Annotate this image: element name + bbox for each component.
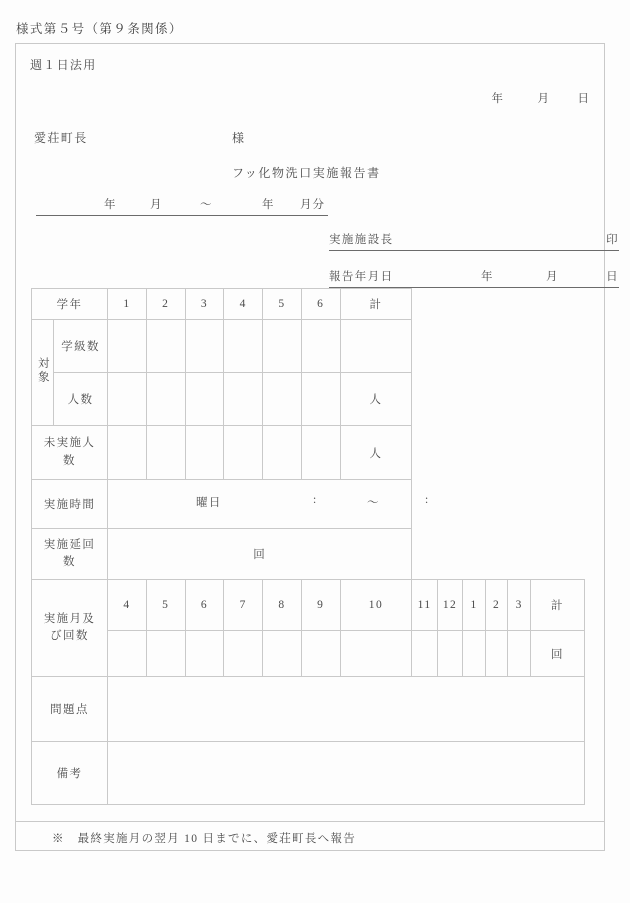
month-value-9[interactable] — [301, 631, 340, 677]
class-count-cell-2[interactable] — [146, 320, 185, 373]
facility-head-line — [329, 231, 619, 251]
total-sessions-label-line2: 数 — [63, 556, 76, 568]
total-sessions-label-line1: 実施延回 — [43, 538, 96, 551]
header-date-month: 月 — [537, 93, 550, 105]
month-value-3[interactable] — [508, 631, 531, 677]
month-value-1[interactable] — [463, 631, 486, 677]
people-count-cell-4[interactable] — [224, 373, 263, 426]
unimplemented-total-cell[interactable]: 人 — [340, 426, 412, 480]
unimplemented-label-line1: 未実施人 — [43, 437, 96, 450]
people-count-total-cell[interactable]: 人 — [340, 373, 412, 426]
month-value-12[interactable] — [437, 631, 463, 677]
class-count-cell-4[interactable] — [224, 320, 263, 373]
report-date-day: 日 — [606, 271, 619, 283]
unimplemented-cell-1[interactable] — [108, 426, 147, 480]
class-count-cell-1[interactable] — [108, 320, 147, 373]
month-value-7[interactable] — [224, 631, 263, 677]
problems-value-cell[interactable] — [108, 677, 585, 742]
unimplemented-cell-2[interactable] — [146, 426, 185, 480]
table-row-class-count — [32, 320, 585, 373]
table-row-month-values — [32, 631, 585, 677]
grade-col-total: 計 — [340, 289, 412, 320]
month-header-2: 2 — [485, 580, 508, 631]
period-year-1: 年 — [104, 199, 117, 211]
month-header-12: 12 — [437, 580, 463, 631]
people-count-cell-1[interactable] — [108, 373, 147, 426]
month-header-total: 計 — [530, 580, 584, 631]
table-row-unimplemented — [32, 426, 585, 480]
period-month-2: 月分 — [300, 199, 325, 211]
time-value-cell[interactable] — [108, 480, 430, 529]
header-date-line — [492, 90, 591, 106]
remarks-label: 備考 — [32, 742, 108, 805]
table-row-problems — [32, 677, 585, 742]
month-header-4: 4 — [108, 580, 147, 631]
people-count-cell-3[interactable] — [185, 373, 224, 426]
grade-header-label: 学年 — [32, 289, 108, 320]
month-header-11: 11 — [412, 580, 437, 631]
time-label: 実施時間 — [32, 480, 108, 529]
table-row-time — [32, 480, 585, 529]
grade-col-3: 3 — [185, 289, 224, 320]
total-sessions-value-cell[interactable]: 回 — [108, 529, 412, 580]
grade-col-5: 5 — [263, 289, 302, 320]
class-count-total-cell[interactable] — [340, 320, 412, 373]
form-number: 様式第５号（第９条関係） — [16, 22, 183, 36]
grade-col-6: 6 — [301, 289, 340, 320]
grade-col-1: 1 — [108, 289, 147, 320]
months-label — [32, 580, 108, 677]
footnote-text: ※ 最終実施月の翌月 10 日までに、愛荘町長へ報告 — [52, 833, 357, 845]
grade-col-2: 2 — [146, 289, 185, 320]
people-count-cell-5[interactable] — [263, 373, 302, 426]
header-date-day: 日 — [577, 93, 590, 105]
month-header-7: 7 — [224, 580, 263, 631]
usage-note: 週１日法用 — [30, 58, 97, 72]
table-row-people-count — [32, 373, 585, 426]
people-count-label: 人数 — [54, 373, 108, 426]
month-header-1: 1 — [463, 580, 486, 631]
period-month-1: 月 — [150, 199, 163, 211]
addressee-label: 愛荘町長 — [34, 131, 88, 145]
month-value-5[interactable] — [146, 631, 185, 677]
month-header-9: 9 — [301, 580, 340, 631]
facility-head-label: 実施施設長 — [329, 234, 394, 246]
period-line — [36, 196, 328, 216]
unimplemented-label-line2: 数 — [63, 454, 76, 467]
time-colon-end: : — [425, 494, 430, 506]
time-weekday: 曜日 — [196, 497, 222, 509]
class-count-label: 学級数 — [54, 320, 108, 373]
month-value-11[interactable] — [412, 631, 437, 677]
remarks-value-cell[interactable] — [108, 742, 585, 805]
class-count-cell-3[interactable] — [185, 320, 224, 373]
period-tilde: ～ — [200, 199, 213, 211]
honorific-label: 様 — [232, 131, 246, 145]
document-title: フッ化物洗口実施報告書 — [232, 166, 381, 180]
report-date-line — [329, 268, 619, 288]
month-value-2[interactable] — [485, 631, 508, 677]
months-label-line2: び回数 — [50, 630, 89, 642]
report-date-month: 月 — [546, 271, 559, 283]
months-label-line1: 実施月及 — [43, 612, 96, 625]
table-row-grade-header — [32, 289, 585, 320]
header-box — [15, 43, 619, 288]
period-year-2: 年 — [262, 199, 275, 211]
unimplemented-cell-5[interactable] — [263, 426, 302, 480]
month-value-4[interactable] — [108, 631, 147, 677]
month-header-10: 10 — [340, 580, 412, 631]
report-date-year: 年 — [481, 271, 494, 283]
grade-col-4: 4 — [224, 289, 263, 320]
table-row-remarks — [32, 742, 585, 805]
people-count-cell-6[interactable] — [301, 373, 340, 426]
target-vertical-label — [32, 320, 54, 426]
month-value-6[interactable] — [185, 631, 224, 677]
unimplemented-cell-6[interactable] — [301, 426, 340, 480]
page-right-rule — [604, 288, 605, 821]
time-colon-start: : — [313, 494, 318, 506]
class-count-cell-6[interactable] — [301, 320, 340, 373]
class-count-cell-5[interactable] — [263, 320, 302, 373]
unimplemented-cell-4[interactable] — [224, 426, 263, 480]
table-row-month-header — [32, 580, 585, 631]
month-value-total[interactable]: 回 — [530, 631, 584, 677]
footnote-box — [15, 821, 605, 851]
table-row-total-sessions — [32, 529, 585, 580]
month-value-10[interactable] — [340, 631, 412, 677]
seal-mark: 印 — [606, 234, 619, 246]
total-sessions-label — [32, 529, 108, 580]
month-value-8[interactable] — [263, 631, 302, 677]
month-header-6: 6 — [185, 580, 224, 631]
month-header-8: 8 — [263, 580, 302, 631]
report-table — [31, 288, 585, 805]
report-date-label: 報告年月日 — [329, 271, 394, 283]
time-tilde: ～ — [367, 497, 380, 509]
header-date-year: 年 — [491, 93, 504, 105]
month-header-3: 3 — [508, 580, 531, 631]
target-vertical-label-text: 対象 — [36, 356, 49, 384]
problems-label: 問題点 — [32, 677, 108, 742]
people-count-cell-2[interactable] — [146, 373, 185, 426]
page-left-rule — [15, 288, 16, 821]
unimplemented-cell-3[interactable] — [185, 426, 224, 480]
unimplemented-label — [32, 426, 108, 480]
month-header-5: 5 — [146, 580, 185, 631]
